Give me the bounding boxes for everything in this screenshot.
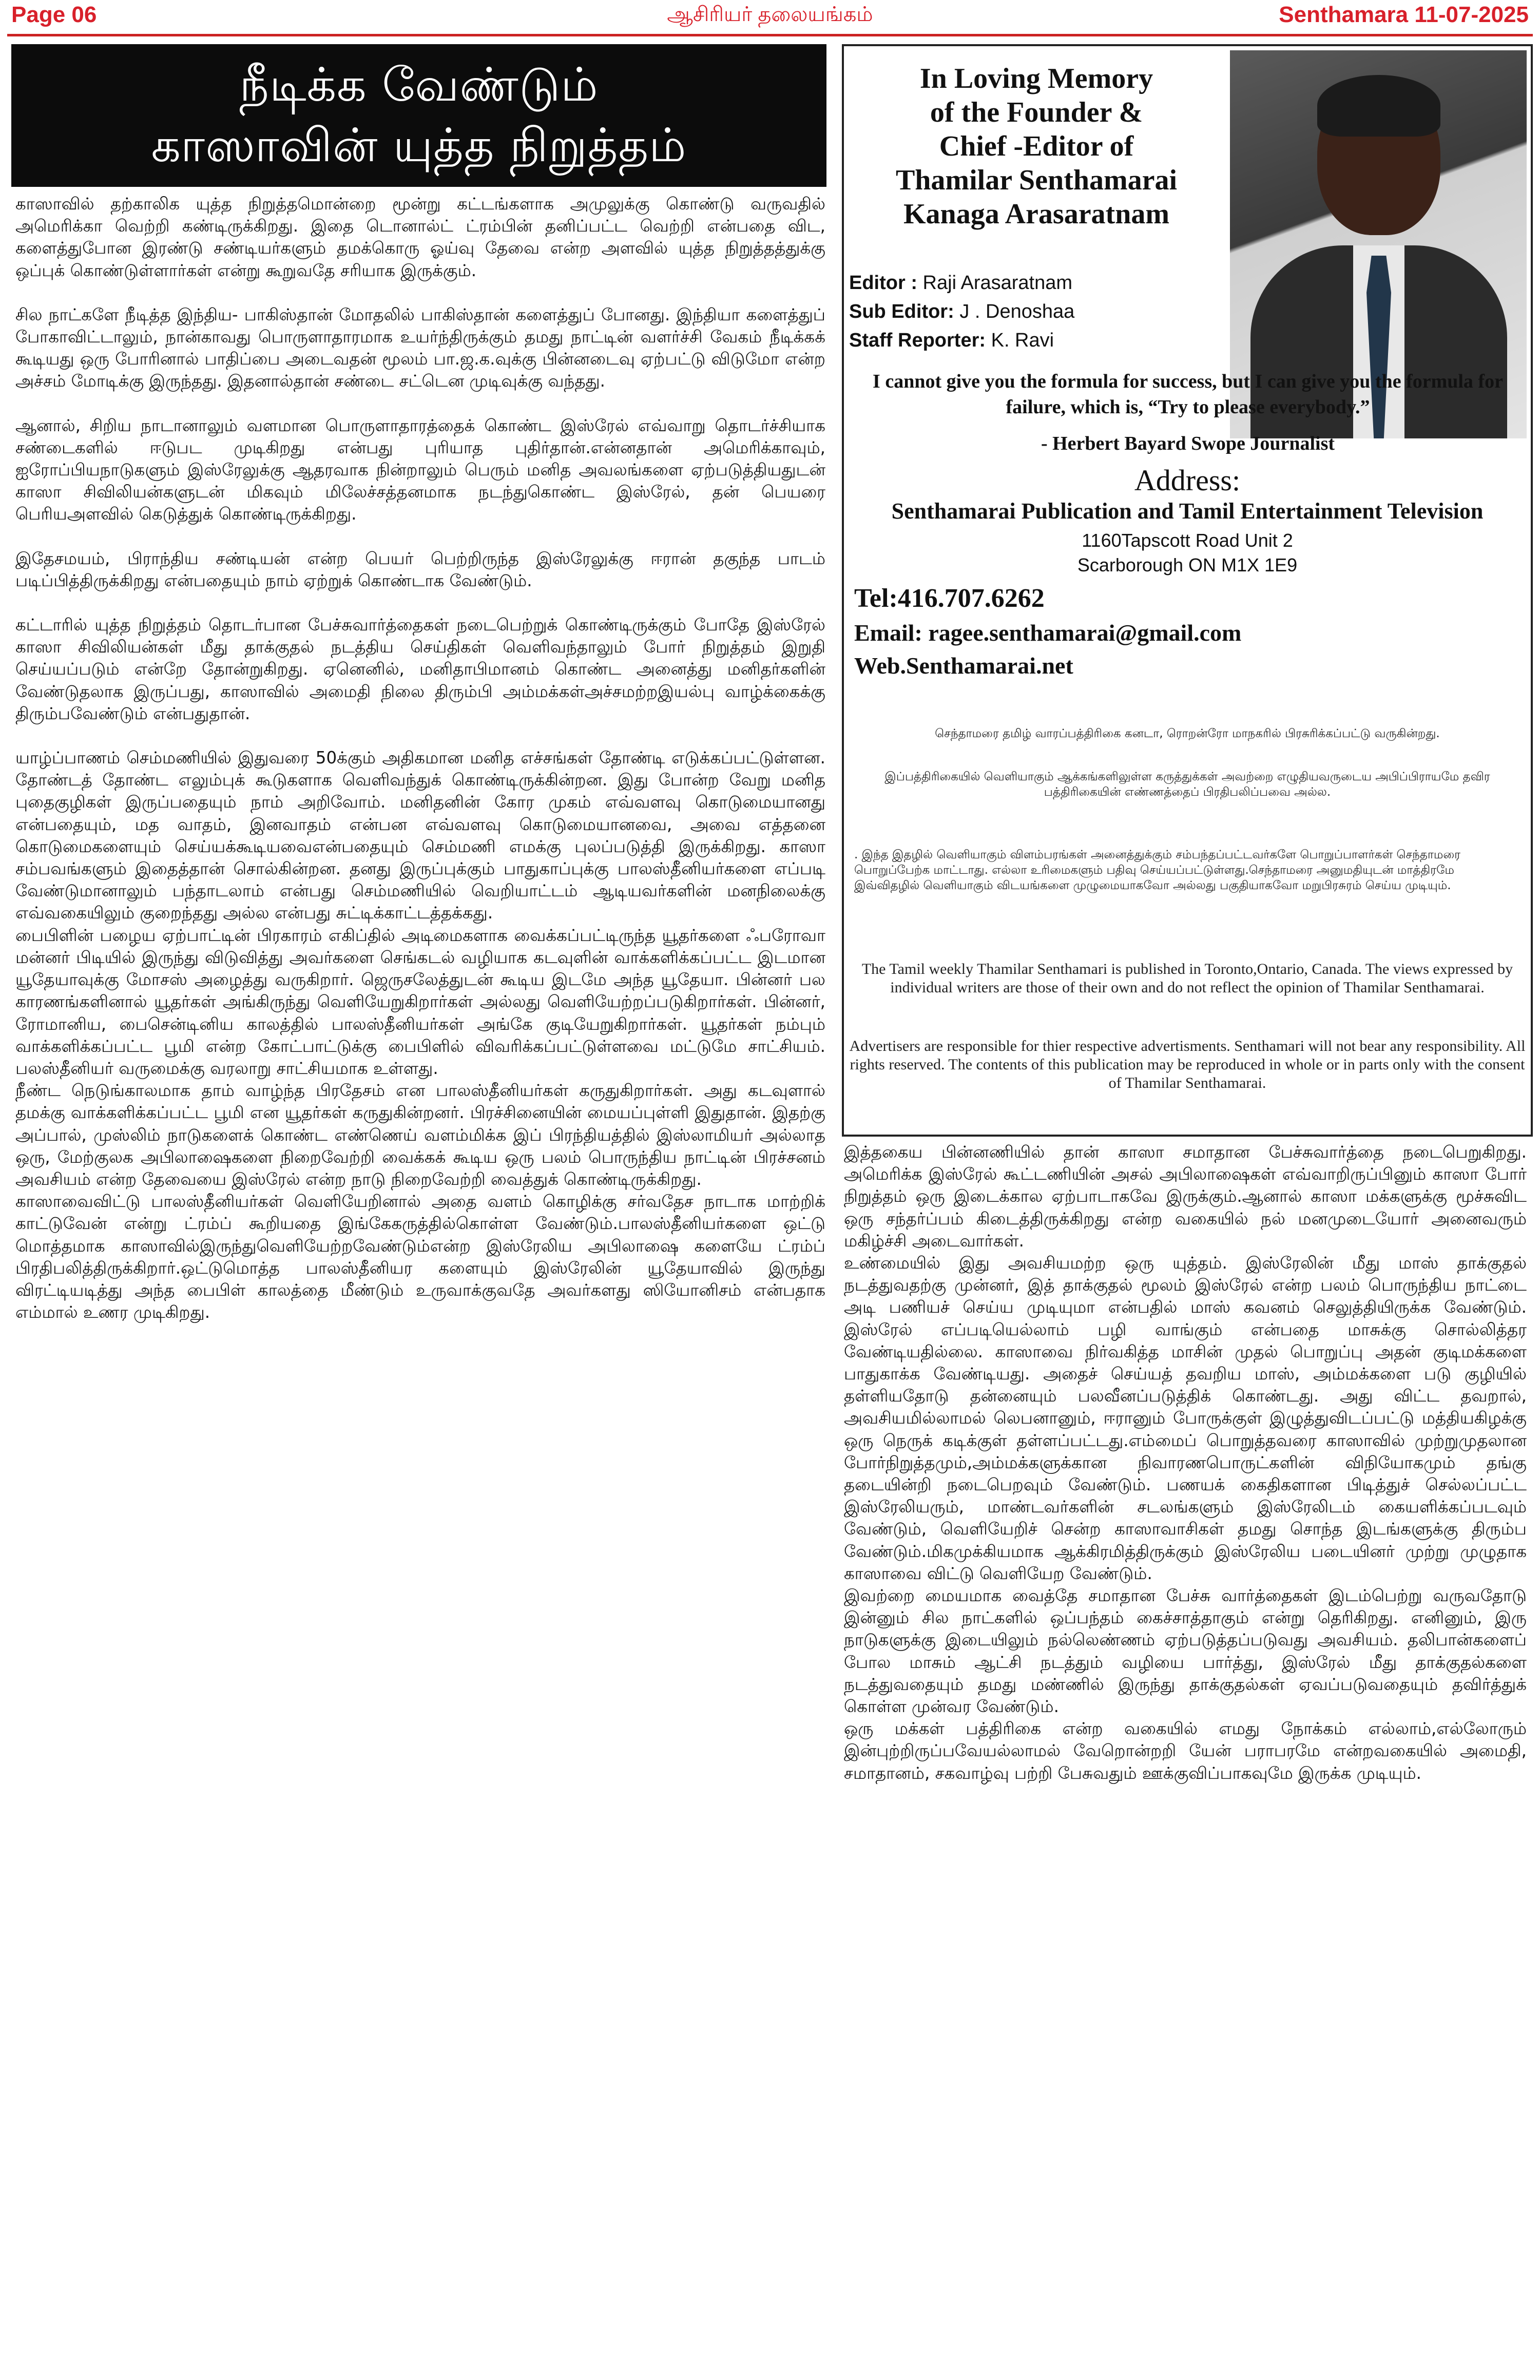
editor-label: Editor : xyxy=(849,272,917,294)
article-paragraph: ஆனால், சிறிய நாடானாலும் வளமான பொருளாதாரத்தைக் கொண்ட இஸ்ரேல் எவ்வாறு தொடர்ச்சியாக சண்டைகளில் ஈடுபட முடிகிறது என்பது புரியாத புதிர்தான்.என்னதான் அமெரிக்காவும், ஐரோப்பியநாடுகளும் இஸ்ரேலுக்கு ஆதரவாக நின்றாலும் பெரும் மனித அவலங்களை ஏற்படுத்தியதுடன் காஸா சிவிலியன்களுடன் மிகவும் மிலேச்சத்தனமாக நடந்துகொண்ட இஸ்ரேல், தன் பெயரை பெரியஅளவில் கெடுத்துக் கொண்டிருக்கிறது. xyxy=(15,415,825,524)
header-rule xyxy=(7,34,1533,36)
memory-line: Kanaga Arasaratnam xyxy=(903,198,1169,230)
editor-name: Raji Arasaratnam xyxy=(922,272,1073,294)
headline-line-2: காஸாவின் யுத்த நிறுத்தம் xyxy=(151,119,687,172)
memory-line: In Loving Memory xyxy=(919,63,1153,94)
telephone: Tel:416.707.6262 xyxy=(854,584,1045,613)
article-paragraph: காஸாவில் தற்காலிக யுத்த நிறுத்தமொன்றை மூன்று கட்டங்களாக அமுலுக்கு கொண்டு வருவதில் அமெரிக்கா வெற்றி கண்டிருக்கிறது. இதை டொனால்ட் ட்ரம்பின் தனிப்பட்ட வெற்றி என்பதை விட, களைத்துபோன இரண்டு சண்டியர்களும் தமக்கொரு ஓய்வு தேவை என்ற அளவில் யுத்த நிறுத்தத்துக்கு ஒப்புக் கொண்டுள்ளார்கள் என்று கூறுவதே சரியாக இருக்கும். xyxy=(15,194,825,280)
english-notice-1: The Tamil weekly Thamilar Senthamari is published in Toronto,Ontario, Canada. The views expressed by individual writers are those of their own and do not reflect the opinion of Thamilar Senthamarai. xyxy=(861,961,1513,996)
article-column-right xyxy=(844,1141,1527,2373)
headline-block xyxy=(11,44,826,187)
tamil-notice-3: . இந்த இதழில் வெளியாகும் விளம்பரங்கள் அனைத்துக்கும் சம்பந்தப்பட்டவர்களே பொறுப்பாளர்கள் செந்தாமரை பொறுப்பேற்க மாட்டாது. எல்லா உரிமைகளும் பதிவு செய்யப்பட்டுள்ளது.செந்தாமரை அனுமதியுடன் மாத்திரமே இவ்விதழில் வெளியாகும் விடயங்களை முழுமையாகவோ அல்லது பகுதியாகவோ மறுபிரசுரம் செய்ய முடியும். xyxy=(854,848,1461,892)
article-paragraph: உண்மையில் இது அவசியமற்ற ஒரு யுத்தம். இஸ்ரேலின் மீது மாஸ் தாக்குதல் நடத்துவதற்கு முன்னர், இத் தாக்குதல் மூலம் இஸ்ரேல் என்ற பலம் பொருந்திய நாட்டை அடி பணியச் செய்ய முடியுமா என்பதில் மாஸ் கவனம் செலுத்தியிருக்க வேண்டும். இஸ்ரேல் எப்படியெல்லாம் பழி வாங்கும் என்பதை மாசுக்கு சொல்லித்தர வேண்டியதில்லை. காஸாவை நிர்வகித்த மாசின் முதல் பொறுப்பு அதன் குடிமக்களை பாதுகாக்க வேண்டியது. அதைச் செய்யத் தவறிய மாஸ், அம்மக்களை படு குழியில் தள்ளியதோடு தன்னையும் பலவீனப்படுத்திக் கொண்டது. அது விட்ட தவறால், அவசியமில்லாமல் லெபனானும், ஈரானும் போருக்குள் இழுத்துவிடப்பட்டு மத்தியகிழக்கு ஒரு நெருக் கடிக்குள் தள்ளப்பட்டது.எம்மைப் பொறுத்தவரை காஸாவில் முற்றுமுதலான போர்நிறுத்தமும்,அம்மக்களுக்கான நிவாரணபொருட்களின் விநியோகமும் தங்கு தடையின்றி நடைபெறவும் வேண்டும். பணயக் கைதிகளான பிடித்துச் செல்லப்பட்ட இஸ்ரேலியரும், மாண்டவர்களின் சடலங்களும் இஸ்ரேலிடம் கையளிக்கப்படவும் வேண்டும், வெளியேறிச் சென்ற காஸாவாசிகள் தமது சொந்த இடங்களுக்கு திரும்ப வேண்டும்.மிகமுக்கியமாக ஆக்கிரமித்திருக்கும் இஸ்ரேலிய படையினர் முற்று முழுதாக காஸாவை விட்டு வெளியேற வேண்டும். xyxy=(844,1253,1527,1583)
address-organisation: Senthamarai Publication and Tamil Entertainment Television xyxy=(891,498,1484,524)
masthead-info-box xyxy=(842,44,1533,1137)
memory-line: Chief -Editor of xyxy=(939,130,1134,162)
section-title: ஆசிரியர் தலையங்கம் xyxy=(667,3,873,26)
website: Web.Senthamarai.net xyxy=(854,652,1073,679)
article-paragraph: ஒரு மக்கள் பத்திரிகை என்ற வகையில் எமது நோக்கம் எல்லாம்,எல்லோரும் இன்புற்றிருப்பவேயல்லாமல் வேறொன்றறி யேன் பராபரமே என்றவகையில் அமைதி, சமாதானம், சகவாழ்வு பற்றி பேசுவதும் ஊக்குவிப்பாகவுமே இருக்க முடியும். xyxy=(844,1719,1527,1783)
memory-line: of the Founder & xyxy=(930,97,1143,128)
reporter-label: Staff Reporter: xyxy=(849,330,986,351)
article-paragraph: சில நாட்களே நீடித்த இந்திய- பாகிஸ்தான் மோதலில் பாகிஸ்தான் களைத்துப் போனது. இந்தியா களைத்துப் போகாவிட்டாலும், நான்காவது பொருளாதாரமாக உயர்ந்திருக்கும் தமது நாட்டின் வளர்ச்சி வேகம் நீடிக்கக் கூடியது ஒரு போரினால் பாதிப்பை அடைவதன் மூலம் பா.ஜ.க.வுக்கு பின்னடைவு ஏற்பட்டு விடுமோ என்ற அச்சம் மோடிக்கு இருந்தது. இதனால்தான் சண்டை சட்டென முடிவுக்கு வந்தது. xyxy=(15,304,825,391)
sub-editor-credit xyxy=(849,301,1074,323)
address-title: Address: xyxy=(1134,464,1241,497)
article-paragraph: கட்டாரில் யுத்த நிறுத்தம் தொடர்பான பேச்சுவார்த்தைகள் நடைபெற்றுக் கொண்டிருக்கும் போதே இஸ்ரேல் காஸா சிவிலியன்கள் மீது தாக்குதல் நடத்திய செய்திகள் வெளிவந்தாலும் போர் நிறுத்தம் இறுதி செய்யப்படும் என்றே தோன்றுகிறது. ஏனெனில், மனிதாபிமானம் கொண்ட அனைத்து மனிதர்களின் வேண்டுதலாக இருப்பது, காஸாவில் அமைதி நிலை திரும்பி அம்மக்கள்அச்சமற்றஇயல்பு வாழ்க்கைக்கு திரும்பவேண்டும் என்பதுதான். xyxy=(15,615,825,723)
article-paragraph: இதேசமயம், பிராந்திய சண்டியன் என்ற பெயர் பெற்றிருந்த இஸ்ரேலுக்கு ஈரான் தகுந்த பாடம் படிப்பித்திருக்கிறது என்பதையும் நாம் ஏற்றுக் கொண்டாக வேண்டும். xyxy=(15,548,825,590)
headline-line-1: நீடிக்க வேண்டும் xyxy=(239,58,599,112)
quote-author: - Herbert Bayard Swope Journalist xyxy=(1041,433,1335,454)
article-paragraph: இத்தகைய பின்னணியில் தான் காஸா சமாதான பேச்சுவார்த்தை நடைபெறுகிறது. அமெரிக்க இஸ்ரேல் கூட்டணியின் அசல் அபிலாஷைகள் எவ்வாறிருப்பினும் காஸா போர் நிறுத்தம் ஒரு இடைக்கால ஏற்பாடாகவே இருக்கும்.ஆனால் காஸா மக்களுக்கு மூச்சுவிட ஒரு சந்தர்ப்பம் கிடைத்திருக்கிறது என்ற வகையில் நல் மனமுடையோர் அனைவரும் மகிழ்ச்சி அடைவார்கள். xyxy=(844,1142,1527,1251)
english-notice-2: Advertisers are responsible for thier respective advertisments. Senthamari will not bear any responsibility. All rights reserved. The contents of this publication may be reproduced in whole or in parts only with the consent of Thamilar Senthamarai. xyxy=(849,1038,1526,1091)
reporter-name: K. Ravi xyxy=(991,330,1054,351)
quote-text: I cannot give you the formula for success, but I can give you the formula for failure, which is, “Try to please everybody.” xyxy=(873,371,1503,418)
tamil-notice-1: செந்தாமரை தமிழ் வாரப்பத்திரிகை கனடா, ரொறன்ரோ மாநகரில் பிரசுரிக்கப்பட்டு வருகின்றது. xyxy=(935,727,1440,740)
email-address: Email: ragee.senthamarai@gmail.com xyxy=(854,620,1242,646)
address-city: Scarborough ON M1X 1E9 xyxy=(1077,554,1298,575)
editor-credit xyxy=(849,272,1072,294)
article-paragraph: யாழ்ப்பாணம் செம்மணியில் இதுவரை 50க்கும் அதிகமான மனித எச்சங்கள் தோண்டி எடுக்கப்பட்டுள்ளன. தோண்டத் தோண்ட எலும்புக் கூடுகளாக வெளிவந்துக் கொண்டிருக்கின்றன. இது போன்ற வேறு மனித புதைகுழிகள் இருப்பதையும் நாம் அறிவோம். மனிதனின் கோர முகம் எவ்வளவு கொடுமையானது என்பதையும், மத வாதம், இனவாதம் என்பன எவ்வளவு கொடுமையானவை, அவை எத்தனை கொடுமைகளையும் செய்யக்கூடியவைஎன்பதையும் செம்மணி எமக்கு புலப்படுத்தி இருக்கிறது. காஸா சம்பவங்களும் இதைத்தான் சொல்கின்றன. தனது இருப்புக்கும் பாதுகாப்புக்கு பாலஸ்தீனியர்களை எப்படி வேண்டுமானாலும் பந்தாடலாம் என்பது செம்மணியில் வெறியாட்டம் ஆடியவர்களின் மனநிலைக்கு எவ்வகையிலும் குறைந்தது அல்ல என்பது சுட்டிக்காட்டத்தக்கது. xyxy=(15,748,825,923)
article-paragraph: பைபிளின் பழைய ஏற்பாட்டின் பிரகாரம் எகிப்தில் அடிமைகளாக வைக்கப்பட்டிருந்த யூதர்களை ஃபரோவா மன்னர் பிடியில் இருந்து விடுவித்து அவர்களை செங்கடல் வழியாக கடவுளின் வாக்களிக்கப்பட்ட இடமான யூதேயாவுக்கு மோசஸ் அழைத்து வருகிறார். ஜெருசலேத்துடன் கூடிய இடமே அந்த யூதேயா. பின்னர் பல காரணங்களினால் யூதர்கள் அங்கிருந்து வெளியேறுகிறார்கள் அல்லது வெளியேற்றப்படுகிறார்கள். பின்னர், ரோமானிய, பைசென்டினிய காலத்தில் பாலஸ்தீனியர்கள் அங்கே குடியேறுகிறார்கள். யூதர்கள் நம்பும் வாக்களிக்கப்பட்ட பூமி என்ற கோட்பாட்டுக்கு பைபிளில் விவரிக்கப்பட்டுள்ளவை மட்டுமே சாட்சியம். பலஸ்தீனியர் வருமைக்கு வரலாறு சாட்சியமாக உள்ளது. xyxy=(15,925,825,1078)
reporter-credit xyxy=(849,330,1054,352)
sub-editor-name: J . Denoshaa xyxy=(959,301,1075,322)
tamil-notice-2: இப்பத்திரிகையில் வெளியாகும் ஆக்கங்களிலுள்ள கருத்துக்கள் அவற்றை எழுதியவருடைய அபிப்பிராயமே தவிர பத்திரிகையின் எண்ணத்தைப் பிரதிபலிப்பவை அல்ல. xyxy=(884,770,1490,799)
address-street: 1160Tapscott Road Unit 2 xyxy=(1082,530,1293,551)
page-number: Page 06 xyxy=(11,2,97,27)
article-paragraph: இவற்றை மையமாக வைத்தே சமாதான பேச்சு வார்த்தைகள் இடம்பெற்று வருவதோடு இன்னும் சில நாட்களில் ஒப்பந்தம் கைச்சாத்தாகும் என்று தெரிகிறது. எனினும், இரு நாடுகளுக்கு இடையிலும் நல்லெண்ணம் ஏற்படுத்தப்படுவது அவசியம். தலிபான்களைப் போல மாசும் ஆட்சி நடத்தும் வழியை பார்த்து, இஸ்ரேல் மீது தாக்குதல்களை நடத்துவதையும் தமது மண்ணில் இருந்து தாக்குதல்கள் ஏவப்படுவதையும் தவிர்த்துக் கொள்ள முன்வர வேண்டும். xyxy=(844,1586,1527,1717)
memory-line: Thamilar Senthamarai xyxy=(895,164,1178,196)
in-memory-text xyxy=(844,62,1229,231)
article-column-left xyxy=(15,193,825,2375)
sub-editor-label: Sub Editor: xyxy=(849,301,954,322)
masthead-date: Senthamara 11-07-2025 xyxy=(1279,2,1529,27)
article-paragraph: காஸாவைவிட்டு பாலஸ்தீனியர்கள் வெளியேறினால் அதை வளம் கொழிக்கு சர்வதேச நாடாக மாற்றிக் காட்டுவேன் என்று ட்ரம்ப் கூறியதை இங்கேகருத்தில்கொள்ள வேண்டும்.பாலஸ்தீனியர்களை ஒட்டு மொத்தமாக காஸாவில்இருந்துவெளியேற்றவேண்டும்என்ற இஸ்ரேலிய அபிலாஷை களையே ட்ரம்ப் பிரதிபலித்திருக்கிறார்.ஒட்டுமொத்த பாலஸ்தீனியர களையும் இஸ்ரேலின் யூதேயாவில் இருந்து விரட்டியடித்து அந்த பைபிள் காலத்தை மீண்டும் உருவாக்குவதே அவர்களது ஸியோனிசம் என்பதாக எம்மால் உணர முடிகிறது. xyxy=(15,1192,825,1322)
article-paragraph: நீண்ட நெடுங்காலமாக தாம் வாழ்ந்த பிரதேசம் என பாலஸ்தீனியர்கள் கருதுகிறார்கள். அது கடவுளால் தமக்கு வாக்களிக்கப்பட்ட பூமி என யூதர்கள் கருதுகின்றனர். பிரச்சினையின் மையப்புள்ளி இதுதான். இதற்கு அப்பால், முஸ்லிம் நாடுகளைக் கொண்ட எண்ணெய் வளம்மிக்க இப் பிரந்தியத்தில் இஸ்லாமியர் அல்லாத ஒரு, மேற்குலக அபிலாஷைகளை நிறைவேற்றி வைக்கக் கூடிய ஒரு பலம் பொருந்திய நாட்டின் பிரச்சனம் அவசியம் என்ற தேவையை இஸ்ரேல் என்ற நாடு நிறைவேற்றி வைத்துக் கொண்டிருக்கிறது. xyxy=(15,1081,825,1189)
